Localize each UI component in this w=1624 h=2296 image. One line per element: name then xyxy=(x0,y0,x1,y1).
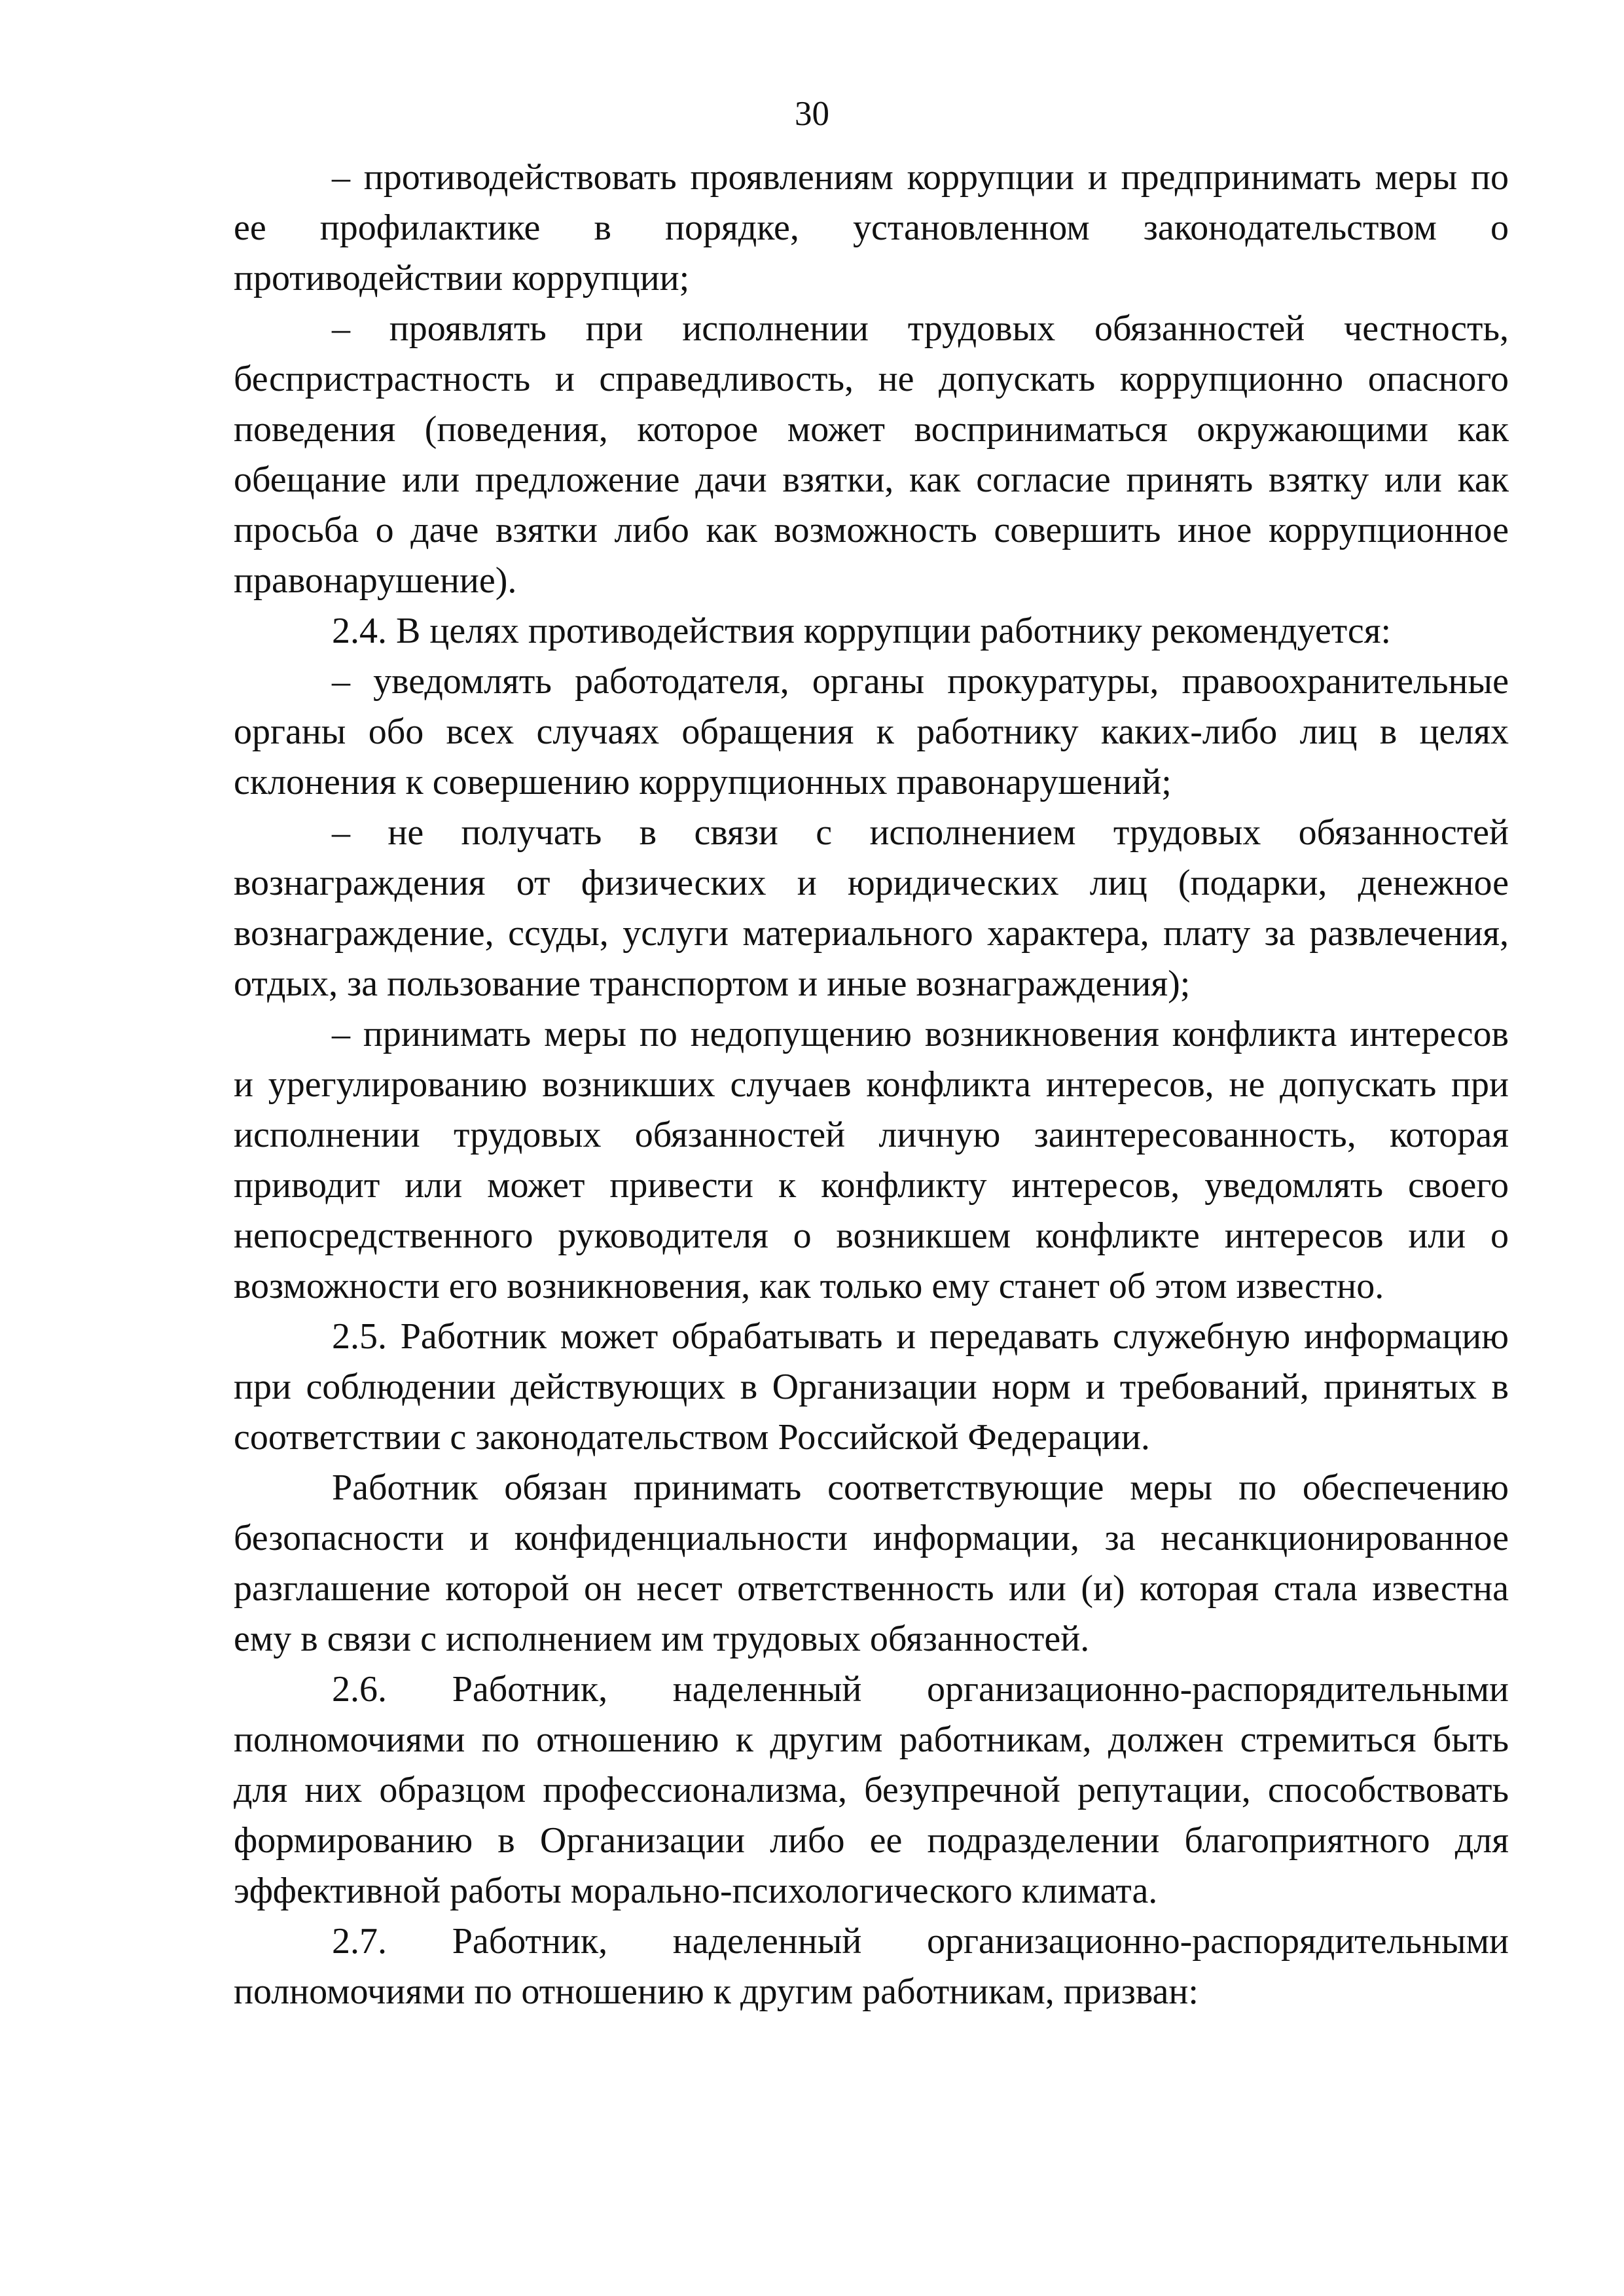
paragraph-confidentiality: Работник обязан принимать соответствующие меры по обеспечению безопасности и конфиденциальности информации, за несанкционированное разглашение которой он несет ответственность или (и) которая стала известна ему в связи с исполнением им трудовых обязанностей. xyxy=(234,1467,1509,1659)
document-body xyxy=(234,152,1509,2017)
paragraph-notify-employer: – уведомлять работодателя, органы прокуратуры, правоохранительные органы обо всех случаях обращения к работнику каких-либо лиц в целях склонения к совершению коррупционных правонарушений; xyxy=(234,661,1509,802)
paragraph-section-2-6: 2.6. Работник, наделенный организационно-распорядительными полномочиями по отношению к другим работникам, должен стремиться быть для них образцом профессионализма, безупречной репутации, способствовать формированию в Организации либо ее подразделении благоприятного для эффективной работы морально-психологического климата. xyxy=(234,1669,1509,1911)
page-number: 30 xyxy=(795,95,829,133)
paragraph-section-2-4: 2.4. В целях противодействия коррупции работнику рекомендуется: xyxy=(332,611,1392,651)
paragraph-honesty: – проявлять при исполнении трудовых обязанностей честность, беспристрастность и справедливость, не допускать коррупционно опасного поведения (поведения, которое может восприниматься окружающими как обещание или предложение дачи взятки, как согласие принять взятку или как просьба о даче взятки либо как возможность совершить иное коррупционное правонарушение). xyxy=(234,308,1509,601)
paragraph-anticorruption-measures: – противодействовать проявлениям коррупции и предпринимать меры по ее профилактике в порядке, установленном законодательством о противодействии коррупции; xyxy=(234,157,1509,298)
paragraph-section-2-7: 2.7. Работник, наделенный организационно-распорядительными полномочиями по отношению к другим работникам, призван: xyxy=(234,1921,1509,2012)
paragraph-no-rewards: – не получать в связи с исполнением трудовых обязанностей вознаграждения от физических и юридических лиц (подарки, денежное вознаграждение, ссуды, услуги материального характера, плату за развлечения, отдых, за пользование транспортом и иные вознаграждения); xyxy=(234,812,1509,1004)
paragraph-conflict-of-interest: – принимать меры по недопущению возникновения конфликта интересов и урегулированию возникших случаев конфликта интересов, не допускать при исполнении трудовых обязанностей личную заинтересованность, которая приводит или может привести к конфликту интересов, уведомлять своего непосредственного руководителя о возникшем конфликте интересов или о возможности его возникновения, как только ему станет об этом известно. xyxy=(234,1014,1509,1306)
paragraph-section-2-5: 2.5. Работник может обрабатывать и передавать служебную информацию при соблюдении действующих в Организации норм и требований, принятых в соответствии с законодательством Российской Федерации. xyxy=(234,1316,1509,1458)
